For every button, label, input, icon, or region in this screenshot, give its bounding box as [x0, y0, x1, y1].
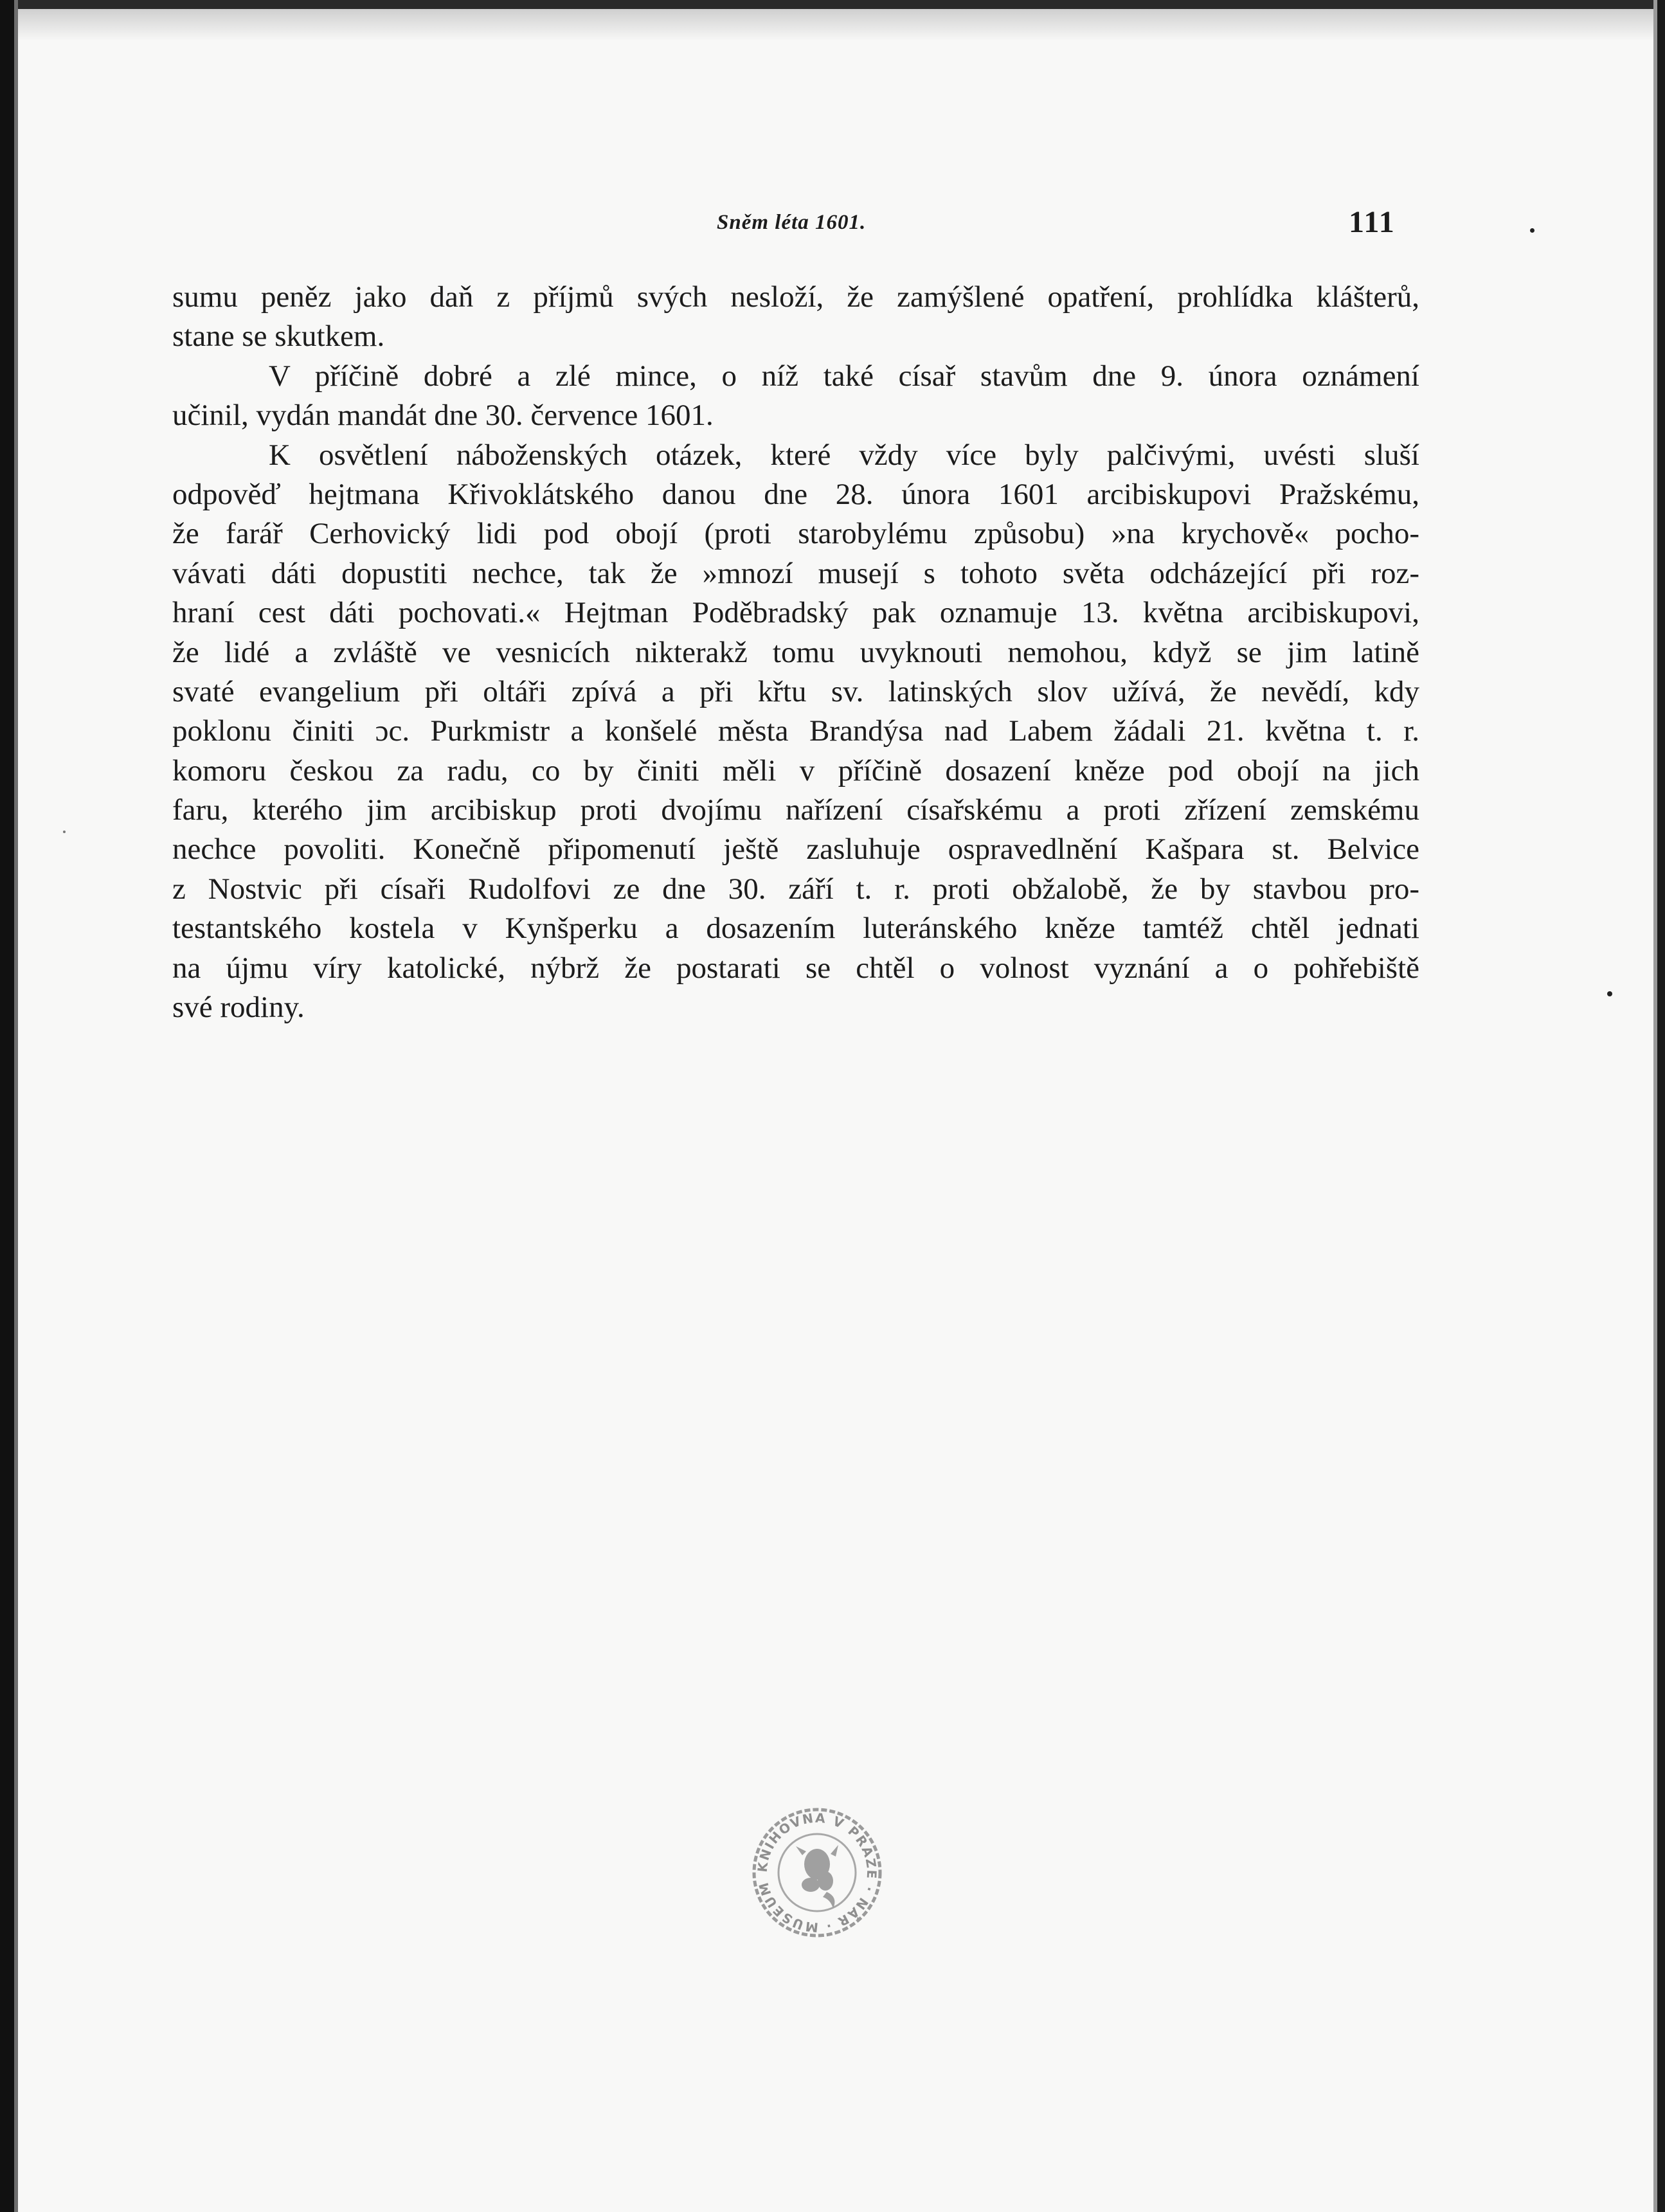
text-line: své rodiny. [172, 991, 305, 1025]
scan-edge-top [0, 0, 1665, 9]
stamp-text: KNIHOVNA V PRAZE · NÁR · MUSEUM [754, 1810, 880, 1936]
scan-edge-right [1657, 0, 1665, 2212]
scan-edge-left-shadow [14, 0, 18, 2212]
speck [1607, 991, 1612, 996]
scan-shadow-top [0, 9, 1665, 41]
speck [63, 831, 66, 833]
text-line: sumu peněz jako daň z příjmů svých nesloží, že zamýšlené opatření, prohlídka klášterů, [172, 280, 1419, 314]
text-line: nechce povoliti. Konečně připomenutí ještě zasluhuje ospravedlnění Kašpara st. Belvice [172, 832, 1419, 867]
text-line: na újmu víry katolické, nýbrž že postarati se chtěl o volnost vyznání a o pohřebiště [172, 951, 1419, 985]
text-line: hraní cest dáti pochovati.« Hejtman Poděbradský pak oznamuje 13. května arcibiskupovi, [172, 596, 1419, 630]
page-number: 111 [1349, 205, 1396, 239]
text-line: faru, kterého jim arcibiskup proti dvojímu nařízení císařskému a proti zřízení zemskému [172, 793, 1419, 827]
text-line: že farář Cerhovický lidi pod obojí (proti starobylému způsobu) »na krychově« pocho- [172, 517, 1419, 551]
text-line: K osvětlení náboženských otázek, které vždy více byly palčivými, uvésti sluší [269, 438, 1419, 472]
text-line: svaté evangelium při oltáři zpívá a při křtu sv. latinských slov užívá, že nevědí, kdy [172, 674, 1419, 708]
text-line: že lidé a zvláště ve vesnicích nikterakž tomu uvyknouti nemohou, když se jim latině [172, 635, 1419, 669]
scan-edge-left [0, 0, 14, 2212]
text-line: V příčině dobré a zlé mince, o níž také císař stavům dne 9. února oznámení [269, 359, 1419, 393]
lion-emblem-icon [796, 1845, 838, 1909]
text-line: odpověď hejtmana Křivoklátského danou dne 28. února 1601 arcibiskupovi Pražskému, [172, 477, 1419, 511]
text-line: vávati dáti dopustiti nechce, tak že »mnozí musejí s tohoto světa odcházející při roz- [172, 556, 1419, 590]
text-line: učinil, vydán mandát dne 30. července 1601. [172, 399, 714, 433]
library-stamp [750, 1805, 885, 1940]
running-title: Sněm léta 1601. [717, 211, 867, 234]
text-line: komoru českou za radu, co by činiti měli v příčině dosazení kněze pod obojí na jich [172, 753, 1419, 787]
speck [1530, 228, 1534, 233]
text-line: poklonu činiti ɔc. Purkmistr a konšelé města Brandýsa nad Labem žádali 21. května t. r. [172, 714, 1419, 748]
scan-edge-right-shadow [1653, 0, 1657, 2212]
text-line: testantského kostela v Kynšperku a dosazením luteránského kněze tamtéž chtěl jednati [172, 912, 1419, 946]
text-line: stane se skutkem. [172, 319, 385, 354]
text-line: z Nostvic při císaři Rudolfovi ze dne 30. září t. r. proti obžalobě, že by stavbou pro- [172, 872, 1419, 906]
body-text [172, 278, 1419, 1027]
